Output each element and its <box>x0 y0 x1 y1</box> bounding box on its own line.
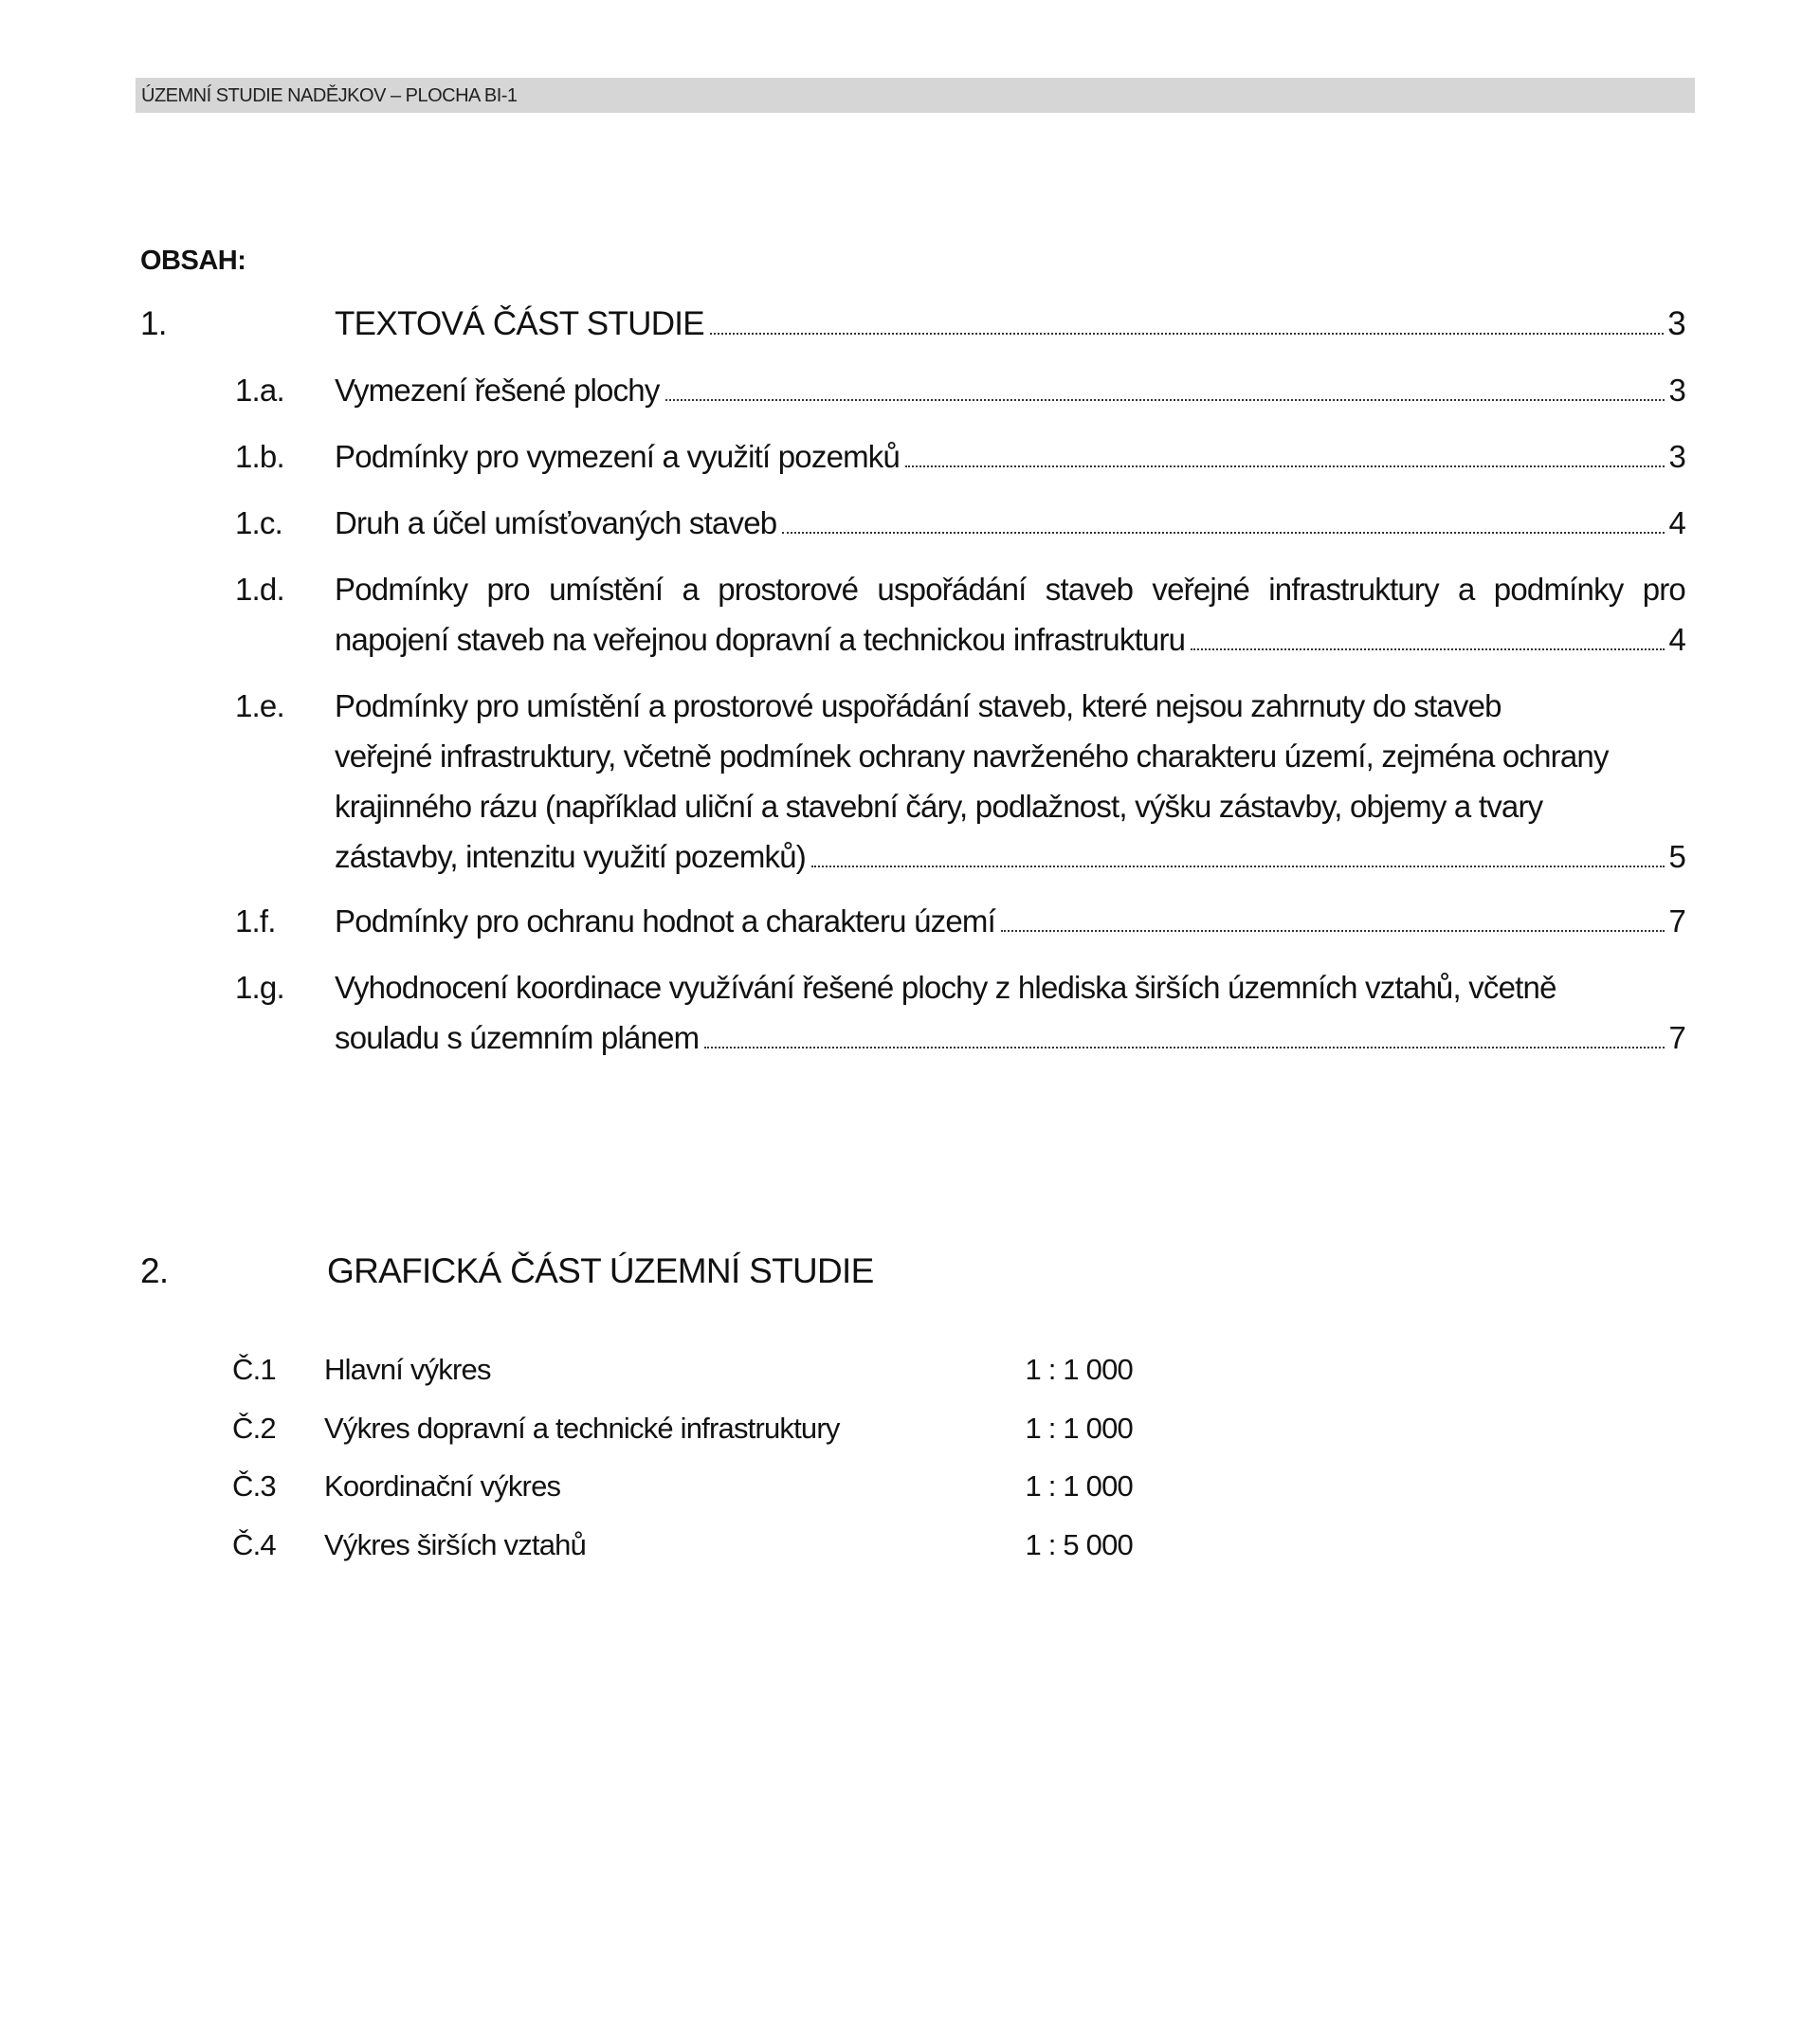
toc-item-line <box>335 365 1685 415</box>
toc-item-line <box>335 431 1685 482</box>
dot-leader <box>710 333 1664 335</box>
drawing-name: Koordinační výkres <box>324 1469 561 1503</box>
toc-section-1-page: 3 <box>1667 305 1685 342</box>
toc-section-2-title: GRAFICKÁ ČÁST ÚZEMNÍ STUDIE <box>327 1251 874 1290</box>
toc-item-number: 1.f. <box>235 903 276 939</box>
toc-item-text <box>335 365 1685 415</box>
running-header-text: ÚZEMNÍ STUDIE NADĚJKOV – PLOCHA BI-1 <box>141 85 518 106</box>
toc-item-page: 3 <box>1668 373 1685 408</box>
toc-item-text <box>335 431 1685 482</box>
drawing-code: Č.1 <box>232 1353 276 1386</box>
toc-item-line: krajinného rázu (například uliční a stavební čáry, podlažnost, výšku zástavby, objemy a tvary <box>335 789 1543 824</box>
toc-item-text <box>335 498 1685 548</box>
toc-item-line: veřejné infrastruktury, včetně podmínek ochrany navrženého charakteru území, zejména ochrany <box>335 738 1609 774</box>
toc-item-title: Druh a účel umísťovaných staveb <box>335 505 777 540</box>
toc-item-line: Podmínky pro umístění a prostorové uspořádání staveb veřejné infrastruktury a podmínky pro <box>335 572 1685 607</box>
toc-item-line <box>335 498 1685 548</box>
dot-leader <box>704 1047 1665 1048</box>
toc-item-number: 1.e. <box>235 688 284 723</box>
toc-item-number: 1.a. <box>235 373 284 408</box>
toc-item-page: 3 <box>1668 439 1685 474</box>
toc-item-page: 4 <box>1668 505 1685 540</box>
toc-item-title: Podmínky pro ochranu hodnot a charakteru území <box>335 903 995 939</box>
toc-item-title: napojení staveb na veřejnou dopravní a technickou infrastrukturu <box>335 622 1186 657</box>
dot-leader <box>811 866 1665 867</box>
toc-section-1-number: 1. <box>140 305 167 342</box>
toc-item-line <box>335 831 1685 882</box>
toc-item-title: Podmínky pro vymezení a využití pozemků <box>335 439 901 474</box>
toc-item-page: 4 <box>1668 622 1685 657</box>
toc-item-text <box>335 896 1685 946</box>
drawing-name: Výkres širších vztahů <box>324 1528 587 1561</box>
toc-section-1-title: TEXTOVÁ ČÁST STUDIE <box>335 305 704 342</box>
drawing-name: Výkres dopravní a technické infrastruktury <box>324 1412 840 1445</box>
drawing-code: Č.3 <box>232 1469 276 1503</box>
toc-item-text <box>335 962 1685 1063</box>
drawing-scale: 1 : 1 000 <box>1025 1353 1133 1386</box>
toc-item-number: 1.c. <box>235 505 282 540</box>
dot-leader <box>1001 930 1665 932</box>
toc-item-line <box>335 614 1685 665</box>
toc-item-line <box>335 1012 1685 1063</box>
toc-item-line: Podmínky pro umístění a prostorové uspořádání staveb, které nejsou zahrnuty do staveb <box>335 688 1502 723</box>
drawing-row <box>232 1349 1133 1391</box>
toc-item-line <box>335 896 1685 946</box>
toc-item-number: 1.g. <box>235 970 284 1005</box>
dot-leader <box>782 532 1665 534</box>
toc-section-2-number: 2. <box>140 1251 169 1290</box>
toc-item-page: 7 <box>1668 903 1685 939</box>
toc-item-text <box>335 681 1685 882</box>
drawing-name: Hlavní výkres <box>324 1353 491 1386</box>
toc-item-line: Vyhodnocení koordinace využívání řešené plochy z hlediska širších územních vztahů, včetně <box>335 970 1556 1005</box>
toc-item-title: Vymezení řešené plochy <box>335 373 660 408</box>
drawing-row <box>232 1408 1133 1449</box>
drawing-scale: 1 : 1 000 <box>1025 1469 1133 1503</box>
drawing-code: Č.4 <box>232 1528 276 1561</box>
drawing-scale: 1 : 1 000 <box>1025 1412 1133 1445</box>
toc-item-title: souladu s územním plánem <box>335 1020 700 1055</box>
drawing-code: Č.2 <box>232 1412 276 1445</box>
toc-section-1 <box>140 303 1685 345</box>
toc-item-number: 1.b. <box>235 439 284 474</box>
dot-leader <box>1191 648 1665 650</box>
toc-heading: OBSAH: <box>140 246 246 276</box>
toc-item-title: zástavby, intenzitu využití pozemků) <box>335 839 806 874</box>
toc-item-page: 7 <box>1668 1020 1685 1055</box>
toc-section-1-title-line <box>335 303 1685 345</box>
dot-leader <box>665 399 1665 401</box>
drawing-scale: 1 : 5 000 <box>1025 1528 1133 1561</box>
drawing-row <box>232 1466 1133 1507</box>
toc-item-page: 5 <box>1668 839 1685 874</box>
toc-item-number: 1.d. <box>235 572 284 607</box>
running-header <box>136 78 1695 113</box>
drawing-row <box>232 1524 1133 1566</box>
dot-leader <box>905 465 1665 467</box>
toc-item-text <box>335 564 1685 665</box>
